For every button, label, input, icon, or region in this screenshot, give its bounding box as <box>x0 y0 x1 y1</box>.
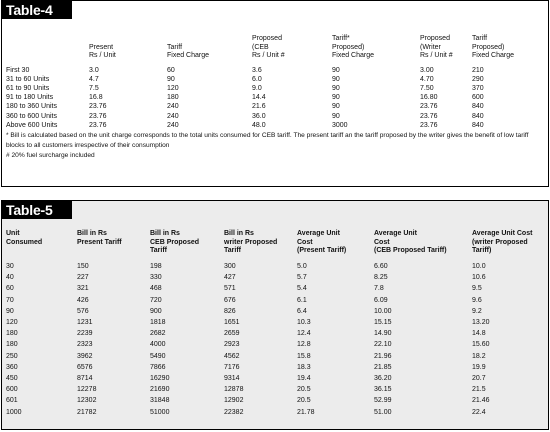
table-cell: 6.1 <box>297 296 307 304</box>
table-cell: 20.5 <box>297 386 311 394</box>
column-header: Present Tariff <box>77 238 122 246</box>
table-cell: 2659 <box>224 330 240 338</box>
table-cell: 4.7 <box>89 76 99 84</box>
table-cell: 23.76 <box>89 112 107 120</box>
table-cell: 60 <box>167 67 175 74</box>
table-cell: 180 <box>6 330 18 338</box>
column-header: Proposed) <box>472 43 505 51</box>
table-cell: 290 <box>472 76 484 84</box>
table-cell: 23.76 <box>89 103 107 111</box>
table-cell: 90 <box>332 112 340 120</box>
table-cell: 198 <box>150 263 162 270</box>
table-cell: 14.8 <box>472 330 486 338</box>
table-cell: 840 <box>472 103 484 111</box>
table-row <box>2 67 548 76</box>
table-cell: 23.76 <box>420 103 438 111</box>
table-cell: 9314 <box>224 375 240 382</box>
column-header: Proposed) <box>332 43 365 51</box>
table-row <box>2 122 548 131</box>
table-cell: 12902 <box>224 397 244 405</box>
table-cell: 7.5 <box>89 85 99 93</box>
table-cell: 2239 <box>77 330 93 338</box>
table-cell: 23.76 <box>89 121 107 129</box>
table-cell: 1231 <box>77 319 93 326</box>
table-cell: 21.5 <box>472 386 486 394</box>
table-5-title: Table-5 <box>2 201 72 219</box>
table-4-title: Table-4 <box>2 1 72 19</box>
column-header: Fixed Charge <box>167 52 210 59</box>
table-row <box>2 375 548 384</box>
table-cell: 840 <box>472 112 484 120</box>
table-cell: 210 <box>472 67 484 74</box>
table-cell: 120 <box>6 319 18 326</box>
table-cell: 3.6 <box>252 67 262 74</box>
table-cell: 22.10 <box>374 341 392 349</box>
table-cell: 360 <box>6 363 18 371</box>
table-cell: 8.25 <box>374 274 388 282</box>
column-header: (writer Proposed <box>472 238 528 246</box>
table-row <box>2 308 548 317</box>
column-header: (Writer <box>420 43 441 51</box>
table-cell: 4000 <box>150 341 166 349</box>
table-cell: 240 <box>167 121 179 129</box>
column-header: Fixed Charge <box>472 52 515 59</box>
table-cell: 600 <box>472 94 484 102</box>
column-header: Proposed <box>252 35 282 42</box>
table-cell: 240 <box>167 103 179 111</box>
column-header: (CEB <box>252 43 269 51</box>
table-cell: 576 <box>77 307 89 315</box>
table-cell: 330 <box>150 274 162 282</box>
table-4-footnote: * Bill is calculated based on the unit charge corresponds to the total units consumed for CEB tariff. The present tariff an the tariff proposed by the writer gives the benefit of low tariff blocks to all customers irrespective of their consumption <box>6 132 529 149</box>
table-cell: 51.00 <box>374 408 392 416</box>
table-cell: 7866 <box>150 363 166 371</box>
table-cell: 5.7 <box>297 274 307 282</box>
table-cell: 36.20 <box>374 375 392 382</box>
column-header: Fixed Charge <box>332 52 375 59</box>
table-row <box>2 263 548 272</box>
table-cell: 5.0 <box>297 263 307 270</box>
table-cell: 60 <box>6 285 14 293</box>
table-row <box>2 409 548 418</box>
table-cell: 676 <box>224 296 236 304</box>
table-cell: 2682 <box>150 330 166 338</box>
table-cell: 20.5 <box>297 397 311 405</box>
table-cell: 6576 <box>77 363 93 371</box>
table-cell: 61 to 90 Units <box>6 85 50 93</box>
table-cell: 5490 <box>150 352 166 360</box>
table-row <box>2 94 548 103</box>
table-cell: 23.76 <box>420 121 438 129</box>
column-header: Cost <box>374 238 390 246</box>
table-4-panel <box>1 0 549 187</box>
table-cell: 13.20 <box>472 319 490 326</box>
table-cell: 21.46 <box>472 397 490 405</box>
table-cell: 15.8 <box>297 352 311 360</box>
table-cell: 10.0 <box>472 263 486 270</box>
table-cell: 227 <box>77 274 89 282</box>
table-row <box>2 353 548 362</box>
table-cell: 19.9 <box>472 363 486 371</box>
table-cell: 21782 <box>77 408 97 416</box>
table-cell: 4562 <box>224 352 240 360</box>
table-cell: 31 to 60 Units <box>6 76 50 84</box>
table-row <box>2 330 548 339</box>
table-cell: 16.8 <box>89 94 103 102</box>
table-cell: 1651 <box>224 319 240 326</box>
table-row <box>2 274 548 283</box>
table-cell: 90 <box>332 67 340 74</box>
table-cell: 51000 <box>150 408 170 416</box>
table-cell: First 30 <box>6 67 30 74</box>
column-header: (CEB Proposed Tariff) <box>374 247 447 254</box>
table-cell: 150 <box>77 263 89 270</box>
table-cell: 9.5 <box>472 285 482 293</box>
table-cell: 16290 <box>150 375 170 382</box>
table-cell: 14.4 <box>252 94 266 102</box>
column-header: Unit <box>6 230 20 237</box>
column-header: Average Unit <box>297 230 340 237</box>
table-cell: 36.0 <box>252 112 266 120</box>
table-cell: 7.8 <box>374 285 384 293</box>
table-cell: 21690 <box>150 386 170 394</box>
table-cell: 601 <box>6 397 18 405</box>
table-cell: 90 <box>332 85 340 93</box>
table-cell: 91 to 180 Units <box>6 94 54 102</box>
column-header: Tariff <box>224 247 241 254</box>
table-cell: 14.90 <box>374 330 392 338</box>
column-header: Average Unit <box>374 230 417 237</box>
table-cell: 9.0 <box>252 85 262 93</box>
table-cell: 6.0 <box>252 76 262 84</box>
table-cell: 52.99 <box>374 397 392 405</box>
column-header: Bill in Rs <box>224 230 254 237</box>
table-cell: 1000 <box>6 408 22 416</box>
column-header: Tariff <box>167 43 183 51</box>
table-row <box>2 341 548 350</box>
table-cell: 240 <box>167 112 179 120</box>
table-cell: 30 <box>6 263 14 270</box>
table-cell: 9.2 <box>472 307 482 315</box>
table-cell: 826 <box>224 307 236 315</box>
column-header: Rs / Unit <box>89 52 116 59</box>
table-cell: 12302 <box>77 397 97 405</box>
table-cell: 70 <box>6 296 14 304</box>
table-cell: 90 <box>6 307 14 315</box>
table-cell: 9.6 <box>472 296 482 304</box>
table-cell: 90 <box>332 103 340 111</box>
table-cell: 21.96 <box>374 352 392 360</box>
table-cell: 10.00 <box>374 307 392 315</box>
table-cell: 90 <box>167 76 175 84</box>
table-cell: 3.00 <box>420 67 434 74</box>
table-cell: 900 <box>150 307 162 315</box>
table-cell: Above 600 Units <box>6 121 58 129</box>
table-cell: 120 <box>167 85 179 93</box>
table-cell: 18.3 <box>297 363 311 371</box>
table-cell: 3.0 <box>89 67 99 74</box>
table-cell: 19.4 <box>297 375 311 382</box>
table-cell: 426 <box>77 296 89 304</box>
table-cell: 468 <box>150 285 162 293</box>
column-header: (Present Tariff) <box>297 247 347 254</box>
table-cell: 22.4 <box>472 408 486 416</box>
table-row <box>2 297 548 306</box>
table-cell: 12.4 <box>297 330 311 338</box>
table-cell: 23.76 <box>420 112 438 120</box>
table-cell: 21.6 <box>252 103 266 111</box>
table-cell: 571 <box>224 285 236 293</box>
table-cell: 15.60 <box>472 341 490 349</box>
table-cell: 6.60 <box>374 263 388 270</box>
table-row <box>2 85 548 94</box>
table-cell: 12278 <box>77 386 97 394</box>
table-cell: 427 <box>224 274 236 282</box>
table-5-panel <box>1 200 549 430</box>
table-cell: 7.50 <box>420 85 434 93</box>
table-row <box>2 364 548 373</box>
column-header: Rs / Unit # <box>252 52 285 59</box>
table-cell: 180 to 360 Units <box>6 103 57 111</box>
table-row <box>2 386 548 395</box>
column-header: Tariff <box>150 247 167 254</box>
column-header: Bill in Rs <box>150 230 180 237</box>
table-cell: 7176 <box>224 363 240 371</box>
column-header: writer Proposed <box>224 238 278 246</box>
table-cell: 1818 <box>150 319 166 326</box>
table-row <box>2 397 548 406</box>
table-cell: 4.70 <box>420 76 434 84</box>
column-header: Tariff) <box>472 247 492 254</box>
table-cell: 40 <box>6 274 14 282</box>
table-cell: 180 <box>6 341 18 349</box>
table-cell: 48.0 <box>252 121 266 129</box>
table-cell: 300 <box>224 263 236 270</box>
table-cell: 31848 <box>150 397 170 405</box>
column-header: Proposed <box>420 35 450 42</box>
table-cell: 22382 <box>224 408 244 416</box>
table-cell: 3000 <box>332 121 348 129</box>
table-cell: 840 <box>472 121 484 129</box>
table-row <box>2 319 548 328</box>
table-cell: 250 <box>6 352 18 360</box>
table-cell: 16.80 <box>420 94 438 102</box>
table-row <box>2 76 548 85</box>
table-row <box>2 103 548 112</box>
column-header: Present <box>89 43 114 51</box>
column-header: Tariff <box>472 35 488 42</box>
table-row <box>2 113 548 122</box>
table-row <box>2 285 548 294</box>
table-cell: 3962 <box>77 352 93 360</box>
table-cell: 21.85 <box>374 363 392 371</box>
table-cell: 12.8 <box>297 341 311 349</box>
column-header: Average Unit Cost <box>472 230 533 237</box>
table-cell: 10.6 <box>472 274 486 282</box>
table-cell: 360 to 600 Units <box>6 112 57 120</box>
table-cell: 2923 <box>224 341 240 349</box>
table-cell: 450 <box>6 375 18 382</box>
table-cell: 90 <box>332 76 340 84</box>
table-cell: 2323 <box>77 341 93 349</box>
table-cell: 180 <box>167 94 179 102</box>
table-cell: 10.3 <box>297 319 311 326</box>
table-cell: 12878 <box>224 386 244 394</box>
table-cell: 20.7 <box>472 375 486 382</box>
table-cell: 36.15 <box>374 386 392 394</box>
table-cell: 90 <box>332 94 340 102</box>
table-4-fuel-note: # 20% fuel surcharge included <box>6 152 95 159</box>
table-cell: 370 <box>472 85 484 93</box>
table-cell: 6.4 <box>297 307 307 315</box>
table-cell: 720 <box>150 296 162 304</box>
column-header: Cost <box>297 238 313 246</box>
table-cell: 600 <box>6 386 18 394</box>
column-header: CEB Proposed <box>150 238 200 246</box>
column-header: Rs / Unit # <box>420 52 453 59</box>
table-cell: 18.2 <box>472 352 486 360</box>
table-cell: 6.09 <box>374 296 388 304</box>
table-cell: 15.15 <box>374 319 392 326</box>
column-header: Consumed <box>6 238 43 246</box>
table-cell: 21.78 <box>297 408 315 416</box>
column-header: Tariff* <box>332 35 350 42</box>
table-cell: 8714 <box>77 375 93 382</box>
column-header: Bill in Rs <box>77 230 107 237</box>
table-cell: 321 <box>77 285 89 293</box>
table-cell: 5.4 <box>297 285 307 293</box>
